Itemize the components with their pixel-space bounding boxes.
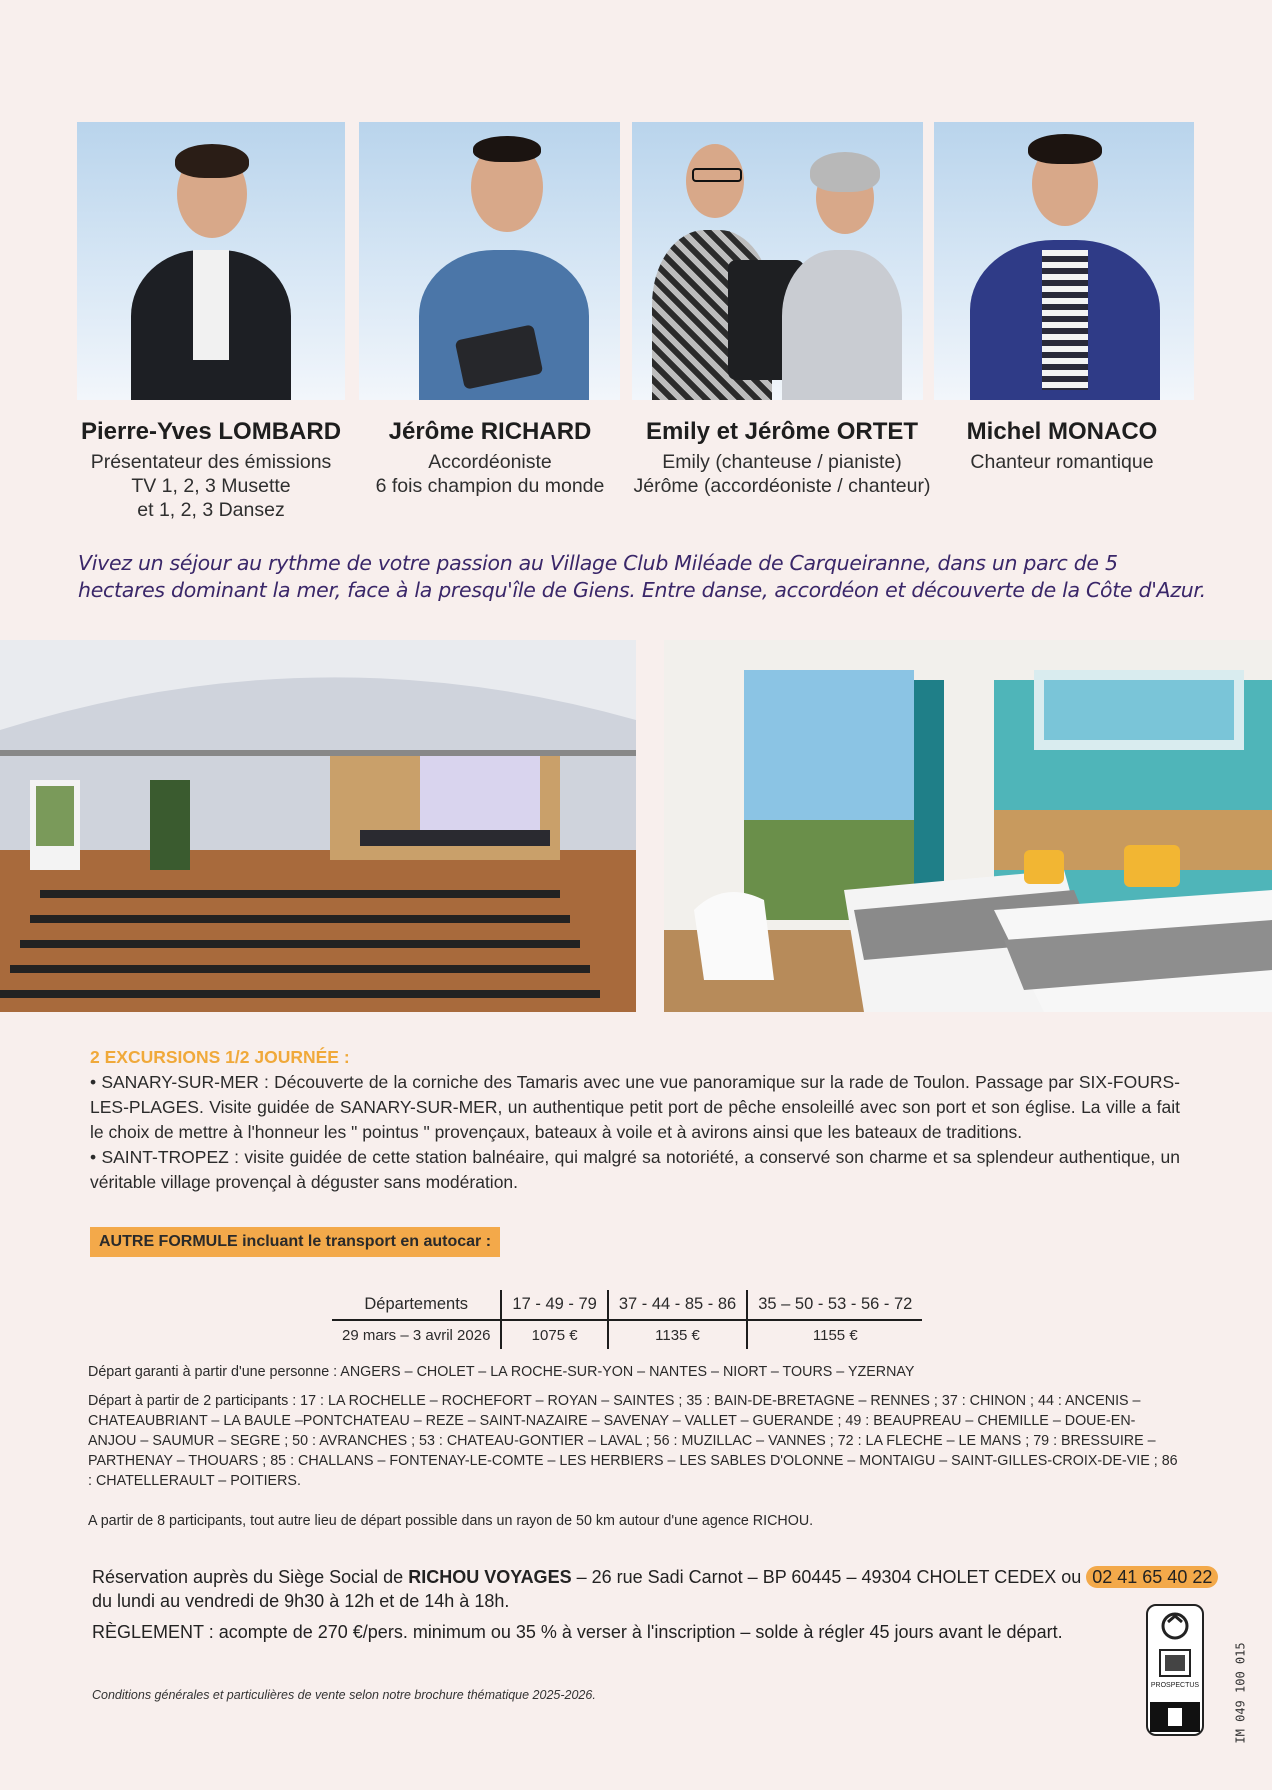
recycling-logo: [1146, 1604, 1204, 1736]
autre-formule-badge: AUTRE FORMULE incluant le transport en autocar :: [90, 1227, 500, 1257]
table-cell: 29 mars – 3 avril 2026: [342, 1327, 491, 1344]
excursion-item: • SAINT-TROPEZ : visite guidée de cette station balnéaire, qui malgré sa notoriété, a conservé son charme et sa splendeur authentique, un véritable village provençal à déguster sans modération.: [90, 1147, 1180, 1192]
artist-name: Emily et Jérôme ORTET: [645, 418, 919, 445]
artist-caption-richard: [340, 418, 640, 498]
artist-desc-line: Chanteur romantique: [970, 451, 1154, 473]
artist-caption-lombard: [61, 418, 361, 522]
reservation-block: [92, 1565, 1213, 1613]
depart-deux-participants: Départ à partir de 2 participants : 17 : LA ROCHELLE – ROCHEFORT – ROYAN – SAINTES ; 35 : BAIN-DE-BRETAGNE – RENNES ; 37 : CHINON ; 44 : ANCENIS – CHATEAUBRIANT – LA BAULE –PONTCHATEAU – REZE – SAINT-NAZAIRE – SAVENAY – VALLET – GUERANDE ; 49 : BEAUPREAU – CHEMILLE – DOUE-EN-ANJOU – SAUMUR – SEGRE ; 50 : AVRANCHES ; 53 : CHATEAU-GONTIER – LAVAL ; 56 : MUZILLAC – VANNES ; 72 : LA FLECHE – LE MANS ; 79 : BRESSUIRE – PARTHENAY – THOUARS ; 85 : CHALLANS – FONTENAY-LE-COMTE – LES HERBIERS – LES SABLES D'OLONNE – MONTAIGU – SAINT-GILLES-CROIX-DE-VIE ; 86 : CHATELLERAULT – POITIERS.: [88, 1393, 1178, 1489]
artist-photo-ortet: [632, 122, 923, 400]
excursions-section: [90, 1045, 1180, 1195]
table-cell: 1135 €: [608, 1320, 747, 1349]
hall-illustration: [0, 640, 636, 1012]
table-header-row: [332, 1290, 922, 1320]
artist-desc-line: Présentateur des émissions: [90, 451, 332, 473]
reglement-text: RÈGLEMENT : acompte de 270 €/pers. minimum ou 35 % à verser à l'inscription – solde à régler 45 jours avant le départ.: [92, 1622, 1063, 1642]
excursions-title: 2 EXCURSIONS 1/2 JOURNÉE :: [90, 1047, 350, 1067]
artist-desc-line: TV 1, 2, 3 Musette: [131, 475, 291, 497]
reservation-address: – 26 rue Sadi Carnot – BP 60445 – 49304 CHOLET CEDEX ou: [571, 1567, 1087, 1587]
room-illustration: [664, 640, 1272, 1012]
artist-photo-monaco: [934, 122, 1194, 400]
artist-caption-ortet: [622, 418, 942, 498]
venue-room-image: [664, 640, 1272, 1012]
artist-desc-line: 6 fois champion du monde: [375, 475, 605, 497]
table-cell: 1075 €: [501, 1320, 607, 1349]
table-header-cell: Départements: [332, 1290, 501, 1320]
prospectus-label: PROSPECTUS: [1150, 1682, 1200, 1689]
reservation-prefix: Réservation auprès du Siège Social de: [92, 1567, 409, 1587]
artist-name: Pierre-Yves LOMBARD: [80, 418, 342, 445]
table-cell: 1155 €: [747, 1320, 922, 1349]
phone-number: 02 41 65 40 22: [1086, 1566, 1218, 1588]
triman-icon: [1148, 1606, 1202, 1734]
table-row: [332, 1320, 922, 1349]
intro-text: Vivez un séjour au rythme de votre passion au Village Club Miléade de Carqueiranne, dans un parc de 5 hectares dominant la mer, face à la presqu'île de Giens. Entre danse, accordéon et découverte de la Côte d'Azur.: [78, 551, 1206, 602]
artist-name: Jérôme RICHARD: [388, 418, 592, 445]
artist-desc-line: Emily (chanteuse / pianiste): [662, 451, 902, 473]
artist-desc-line: Jérôme (accordéoniste / chanteur): [633, 475, 931, 497]
artist-desc-line: et 1, 2, 3 Dansez: [137, 499, 285, 521]
artist-caption-monaco: [942, 418, 1182, 474]
company-name: RICHOU VOYAGES: [408, 1567, 572, 1587]
im-number: IM 049 100 015: [1233, 1642, 1248, 1744]
artist-photo-lombard: [77, 122, 345, 400]
table-header-cell: 35 – 50 - 53 - 56 - 72: [747, 1290, 922, 1320]
depart-garanti: Départ garanti à partir d'une personne : ANGERS – CHOLET – LA ROCHE-SUR-YON – NANTES – NIORT – TOURS – YZERNAY: [88, 1364, 915, 1380]
venue-hall-image: [0, 640, 636, 1012]
depart-huit-participants: A partir de 8 participants, tout autre lieu de départ possible dans un rayon de 50 km autour d'une agence RICHOU.: [88, 1513, 814, 1529]
price-table: [332, 1290, 922, 1349]
artist-desc-line: Accordéoniste: [428, 451, 552, 473]
table-header-cell: 37 - 44 - 85 - 86: [608, 1290, 747, 1320]
artist-photo-richard: [359, 122, 620, 400]
table-header-cell: 17 - 49 - 79: [501, 1290, 607, 1320]
excursion-item: • SANARY-SUR-MER : Découverte de la corniche des Tamaris avec une vue panoramique sur la rade de Toulon. Passage par SIX-FOURS-LES-PLAGES. Visite guidée de SANARY-SUR-MER, un authentique petit port de pêche ensoleillé avec son port et son église. La ville a fait le choix de mettre à l'honneur les " pointus " provençaux, bateaux à voile et à avirons ainsi que les bateaux de traditions.: [90, 1072, 1180, 1142]
artist-name: Michel MONACO: [966, 418, 1158, 445]
opening-hours: du lundi au vendredi de 9h30 à 12h et de 14h à 18h.: [92, 1591, 510, 1611]
conditions-text: Conditions générales et particulières de vente selon notre brochure thématique 2025-2026.: [92, 1688, 596, 1702]
